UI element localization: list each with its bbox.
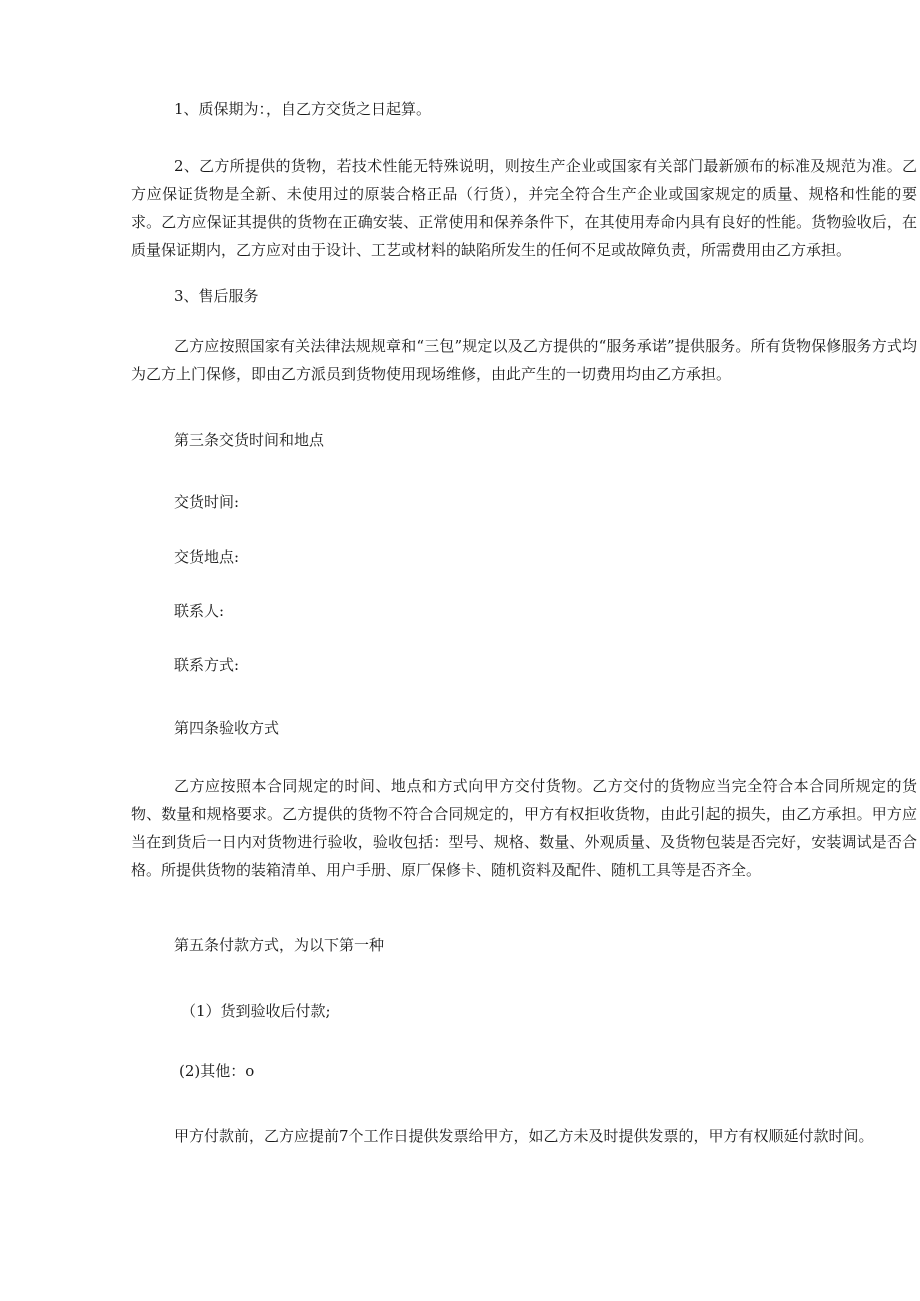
delivery-time-row [174,491,359,513]
delivery-time-label: 交货时间: [174,493,240,511]
after-sales-paragraph: 乙方应按照国家有关法律法规规章和“三包”规定以及乙方提供的“服务承诺”提供服务。所有货物保修服务方式均为乙方上门保修，即由乙方派员到货物使用现场维修，由此产生的一切费用均由乙方承担。 [131,337,917,383]
payment-option-2: (2)其他：o [179,1062,255,1080]
contact-person-row [174,600,344,622]
delivery-place-label: 交货地点: [174,548,240,566]
contact-method-row [174,654,359,676]
after-sales-heading: 3、售后服务 [174,287,259,305]
delivery-place-row [174,546,359,568]
acceptance-paragraph: 乙方应按照本合同规定的时间、地点和方式向甲方交付货物。乙方交付的货物应当完全符合本合同所规定的货物、数量和规格要求。乙方提供的货物不符合合同规定的，甲方有权拒收货物，由此引起的损失，由乙方承担。甲方应当在到货后一日内对货物进行验收，验收包括：型号、规格、数量、外观质量、及货物包装是否完好，安装调试是否合格。所提供货物的装箱清单、用户手册、原厂保修卡、随机资料及配件、随机工具等是否齐全。 [131,777,917,879]
contact-method-label: 联系方式: [174,656,240,674]
invoice-paragraph: 甲方付款前，乙方应提前7个工作日提供发票给甲方，如乙方未及时提供发票的，甲方有权顺延付款时间。 [174,1127,874,1145]
contact-person-label: 联系人: [174,602,225,620]
quality-requirements-paragraph: 2、乙方所提供的货物，若技术性能无特殊说明，则按生产企业或国家有关部门最新颁布的标准及规范为准。乙方应保证货物是全新、未使用过的原装合格正品（行货），并完全符合生产企业或国家规定的质量、规格和性能的要求。乙方应保证其提供的货物在正确安装、正常使用和保养条件下，在其使用寿命内具有良好的性能。货物验收后，在质量保证期内，乙方应对由于设计、工艺或材料的缺陷所发生的任何不足或故障负责，所需费用由乙方承担。 [131,157,917,259]
article-4-heading: 第四条验收方式 [174,719,280,737]
article-5-heading: 第五条付款方式，为以下第一种 [174,936,385,954]
article-3-heading: 第三条交货时间和地点 [174,431,325,449]
warranty-period-paragraph: 1、质保期为：，自乙方交货之日起算。 [174,100,432,118]
payment-option-1: （1）货到验收后付款; [181,1002,331,1020]
